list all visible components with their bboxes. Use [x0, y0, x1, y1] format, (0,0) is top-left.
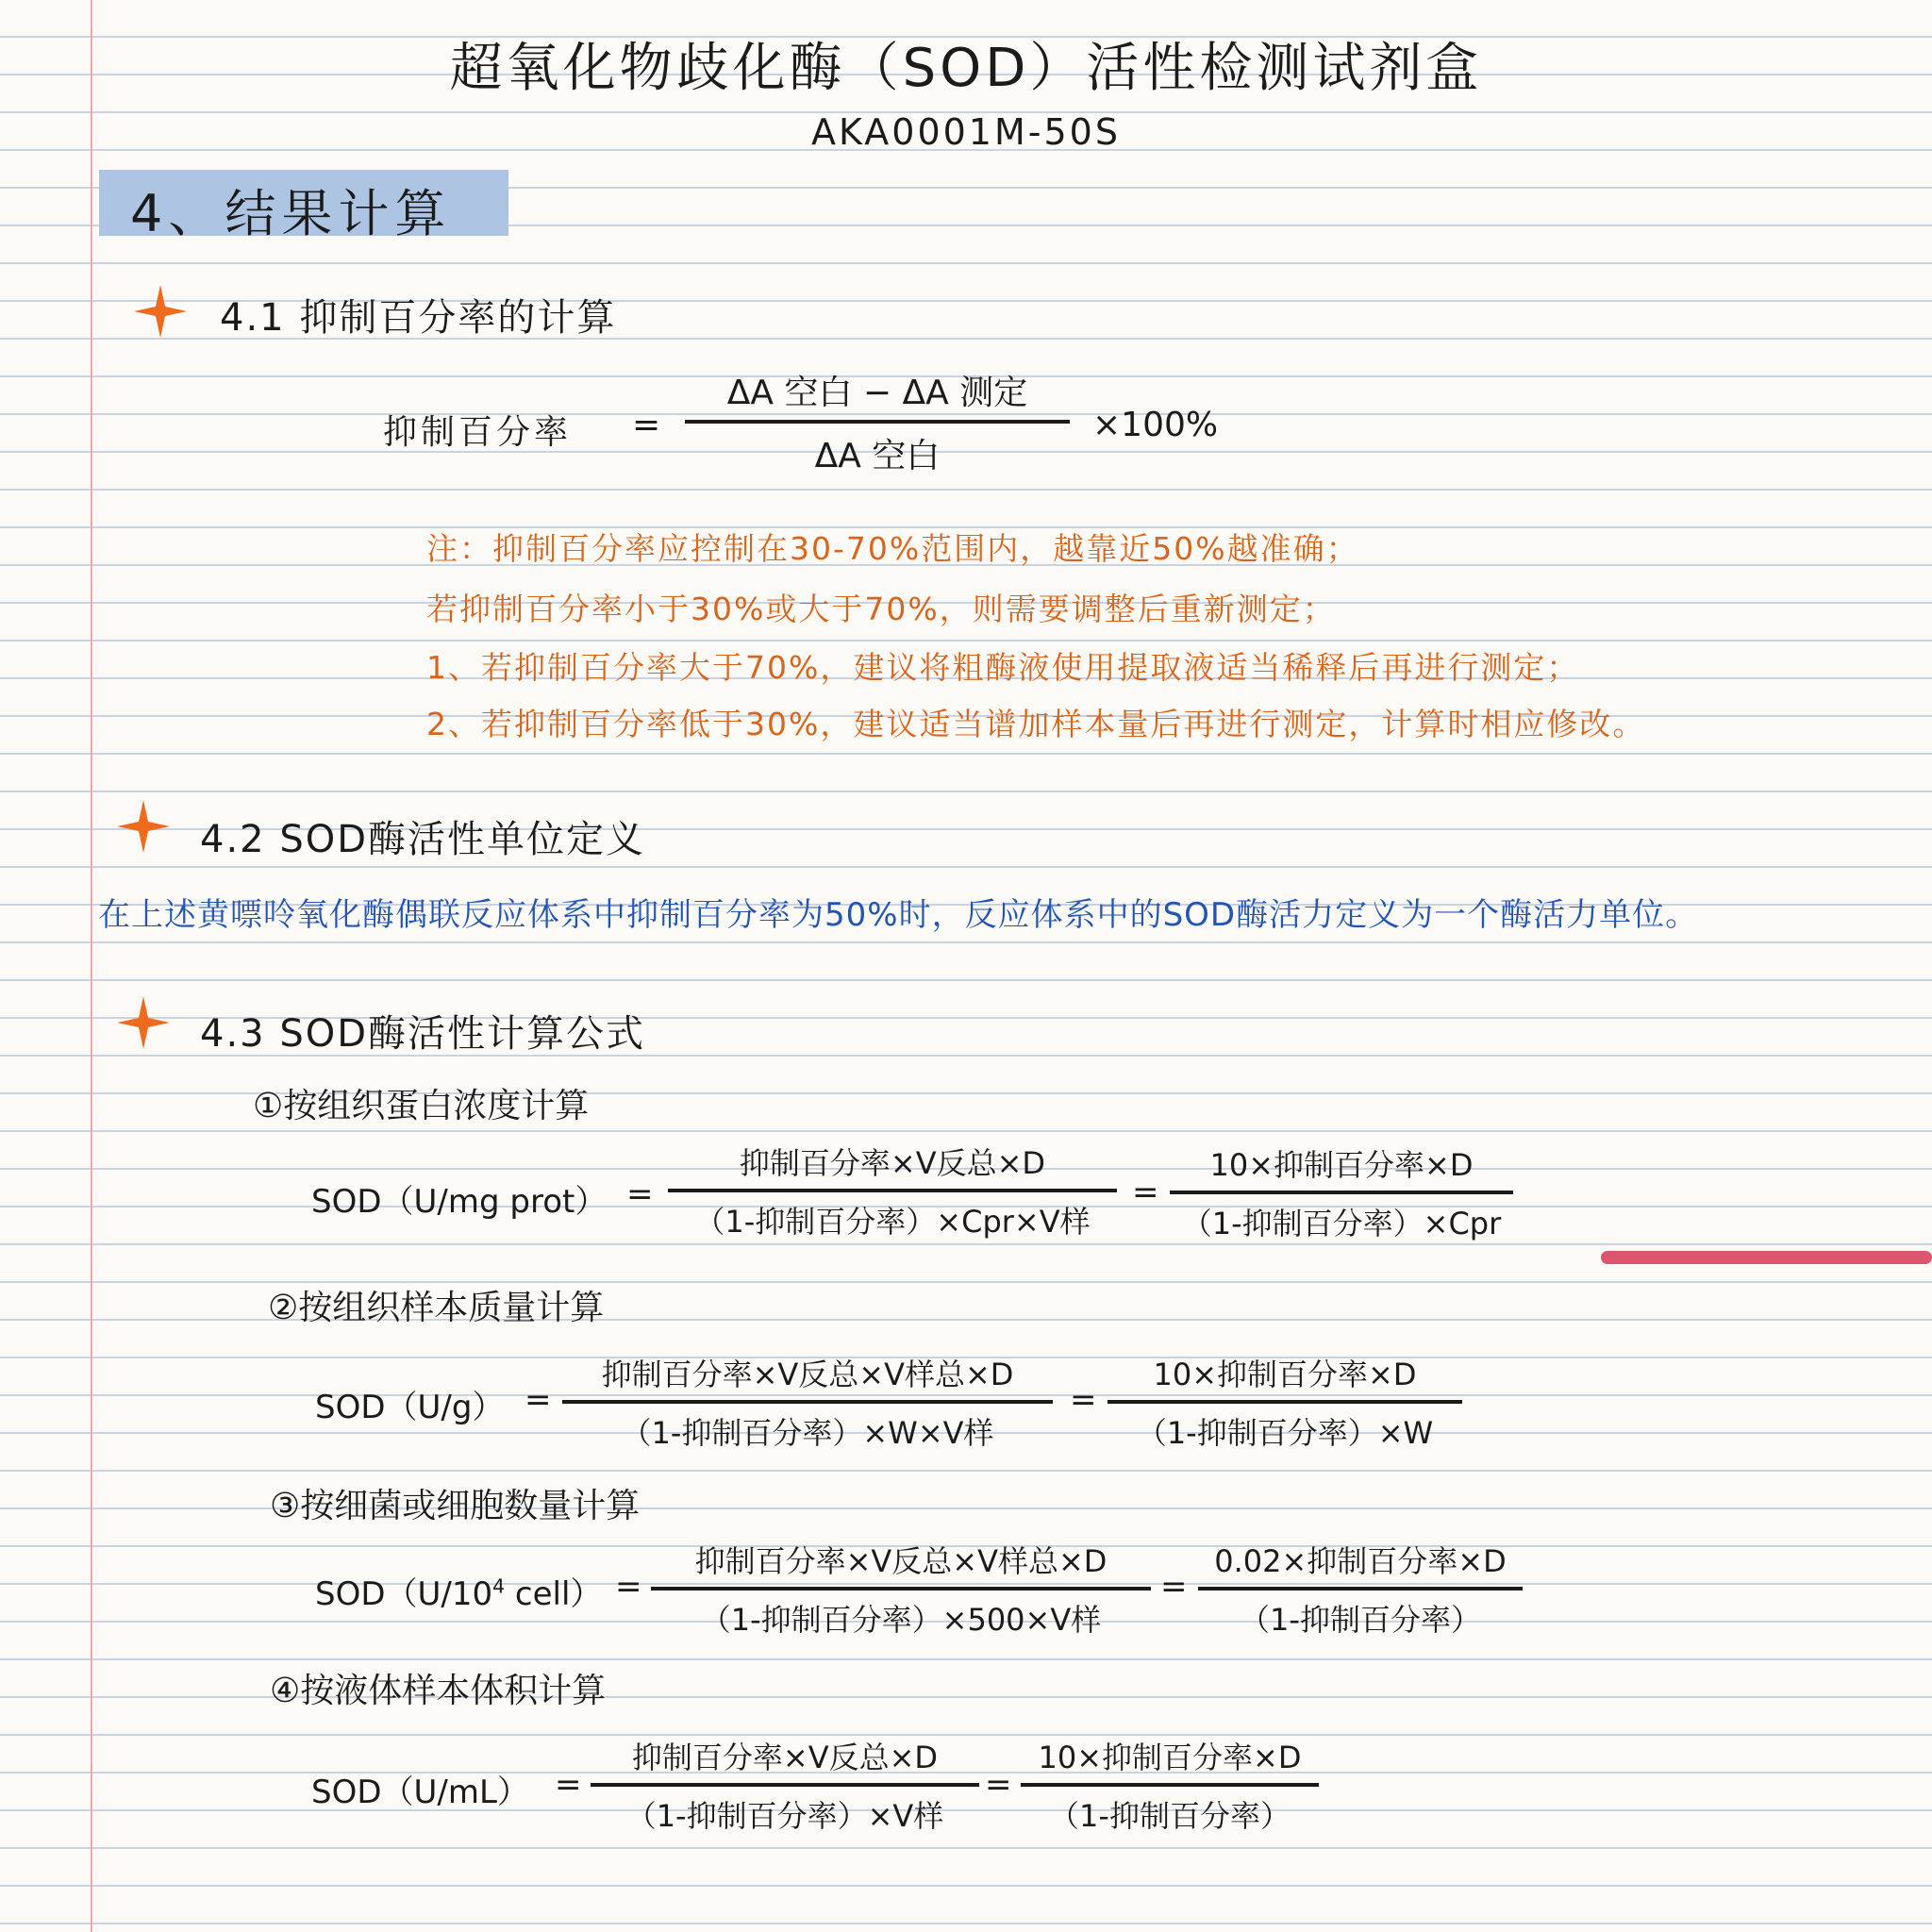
method-3-numerator-2: 0.02×抑制百分率×D [1214, 1543, 1507, 1579]
inhibition-formula-equals: = [632, 406, 661, 444]
method-2-equals: = [525, 1381, 552, 1419]
subsection-4-1-title: 4.1 抑制百分率的计算 [220, 296, 617, 340]
method-4-numerator-1: 抑制百分率×V反总×D [631, 1740, 939, 1775]
inhibition-formula-multiplier: ×100% [1092, 406, 1219, 444]
fraction-bar [1108, 1400, 1462, 1404]
fraction-bar [1170, 1191, 1513, 1194]
method-4-equals: = [555, 1766, 582, 1804]
fraction-bar [685, 420, 1070, 424]
method-2-numerator-1: 抑制百分率×V反总×V样总×D [601, 1357, 1014, 1392]
method-2-denominator-2: （1-抑制百分率）×W [1136, 1415, 1434, 1451]
method-1-equals-2: = [1132, 1174, 1159, 1211]
method-1-equals: = [626, 1175, 654, 1213]
fraction-bar [1198, 1587, 1523, 1591]
method-3-lhs: $SOD(U/10^4$ cell） [315, 1574, 603, 1613]
method-4-equals-2: = [985, 1766, 1012, 1804]
method-4-fraction-1 [591, 1734, 979, 1836]
section-title: 4、结果计算 [130, 184, 452, 243]
inhibition-formula-fraction [685, 366, 1070, 477]
method-1-fraction-2 [1170, 1141, 1513, 1243]
note-line-2: 若抑制百分率小于30%或大于70%，则需要调整后重新测定； [426, 591, 1336, 627]
inhibition-formula-lhs: 抑制百分率 [383, 413, 573, 452]
inhibition-formula-denominator: ΔA 空白 [814, 437, 941, 475]
method-2-equals-2: = [1070, 1381, 1097, 1419]
method-2-fraction-2 [1108, 1351, 1462, 1453]
method-2-lhs: SOD（U/g） [315, 1389, 505, 1426]
note-line-3: 1、若抑制百分率大于70%，建议将粗酶液使用提取液适当稀释后再进行测定； [426, 649, 1580, 686]
star-icon [117, 800, 170, 853]
method-3-equals-2: = [1160, 1568, 1188, 1606]
notebook-margin-line [91, 0, 92, 1932]
method-4-numerator-2: 10×抑制百分率×D [1038, 1740, 1302, 1775]
method-4-label: ④按液体样本体积计算 [270, 1672, 607, 1710]
method-1-numerator-1: 抑制百分率×V反总×D [739, 1145, 1046, 1181]
unit-definition-text: 在上述黄嘌呤氧化酶偶联反应体系中抑制百分率为50%时，反应体系中的SOD酶活力定义为一个酶活力单位。 [98, 896, 1699, 934]
star-icon [134, 285, 187, 338]
method-4-denominator-1: （1-抑制百分率）×V样 [625, 1798, 944, 1834]
method-1-denominator-2: （1-抑制百分率）×Cpr [1181, 1206, 1502, 1241]
method-3-equals: = [615, 1568, 642, 1606]
note-line-1: 注：抑制百分率应控制在30-70%范围内，越靠近50%越准确； [426, 530, 1359, 567]
note-line-4: 2、若抑制百分率低于30%，建议适当谱加样本量后再进行测定，计算时相应修改。 [426, 706, 1646, 742]
method-1-numerator-2: 10×抑制百分率×D [1209, 1147, 1474, 1183]
fraction-bar [591, 1783, 979, 1787]
method-4-lhs: SOD（U/mL） [311, 1774, 529, 1811]
method-1-label: ①按组织蛋白浓度计算 [253, 1087, 590, 1125]
method-4-fraction-2 [1021, 1734, 1319, 1836]
inhibition-formula-numerator: ΔA 空白 − ΔA 测定 [726, 374, 1028, 412]
method-2-denominator-1: （1-抑制百分率）×W×V样 [621, 1415, 994, 1451]
document-title: 超氧化物歧化酶（SOD）活性检测试剂盒 [449, 38, 1483, 99]
fraction-bar [1021, 1783, 1319, 1787]
highlighter-stroke [1601, 1251, 1932, 1264]
method-3-denominator-1: （1-抑制百分率）×500×V样 [700, 1602, 1102, 1638]
method-3-denominator-2: （1-抑制百分率） [1240, 1602, 1481, 1638]
fraction-bar [668, 1189, 1117, 1192]
subsection-4-3-title: 4.3 SOD酶活性计算公式 [200, 1012, 646, 1056]
fraction-bar [562, 1400, 1053, 1404]
method-2-fraction-1 [562, 1351, 1053, 1453]
subsection-4-2-title: 4.2 SOD酶活性单位定义 [200, 818, 646, 861]
method-3-fraction-1 [651, 1538, 1151, 1640]
method-4-denominator-2: （1-抑制百分率） [1049, 1798, 1291, 1834]
method-3-fraction-2 [1198, 1538, 1523, 1640]
method-1-lhs: SOD（U/mg prot） [311, 1183, 608, 1221]
method-2-numerator-2: 10×抑制百分率×D [1153, 1357, 1417, 1392]
product-code: AKA0001M-50S [811, 111, 1121, 153]
star-icon [117, 996, 170, 1049]
method-3-label: ③按细菌或细胞数量计算 [270, 1487, 641, 1525]
method-1-denominator-1: （1-抑制百分率）×Cpr×V样 [694, 1204, 1091, 1240]
method-3-numerator-1: 抑制百分率×V反总×V样总×D [694, 1543, 1108, 1579]
method-2-label: ②按组织样本质量计算 [268, 1289, 605, 1327]
method-1-fraction-1 [668, 1140, 1117, 1241]
fraction-bar [651, 1587, 1151, 1591]
